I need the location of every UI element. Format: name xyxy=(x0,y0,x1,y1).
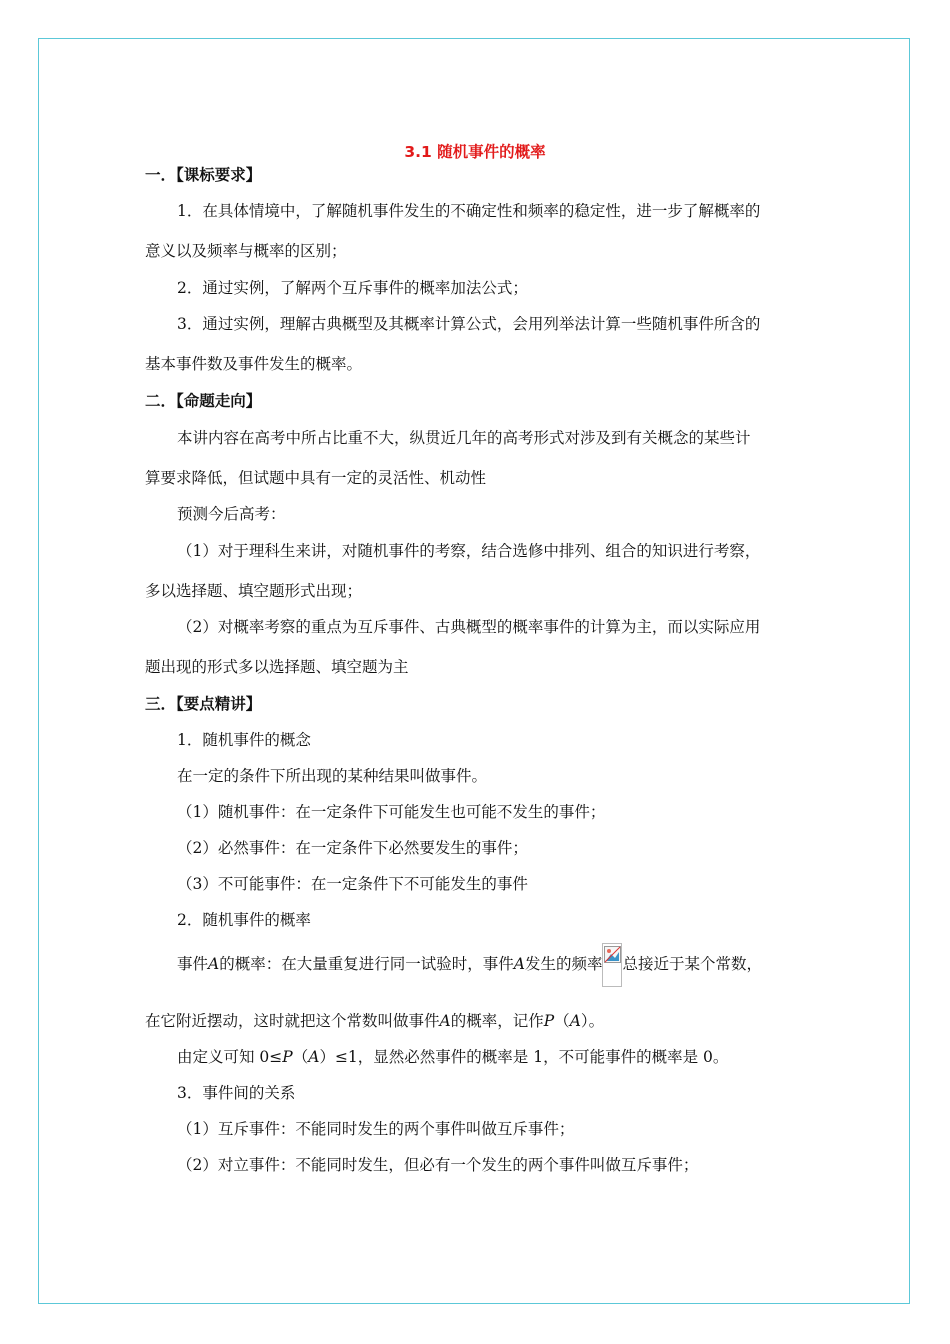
section-heading-3: 三．【要点精讲】 xyxy=(145,695,262,713)
variable-p: P xyxy=(543,1012,555,1030)
variable-p: P xyxy=(282,1048,293,1066)
subheading-1: 1．随机事件的概念 xyxy=(177,731,311,749)
subheading-2: 2．随机事件的概率 xyxy=(177,911,311,929)
paragraph-line: 本讲内容在高考中所占比重不大，纵贯近几年的高考形式对涉及到有关概念的某些计 xyxy=(177,429,751,447)
variable-a: A xyxy=(439,1012,451,1030)
document-title: 3.1 随机事件的概率 xyxy=(404,143,546,161)
text-span: ）≤1，显然必然事件的概率是 1，不可能事件的概率是 0。 xyxy=(319,1048,729,1066)
paragraph-line: （1）对于理科生来讲，对随机事件的考察，结合选修中排列、组合的知识进行考察， xyxy=(177,542,761,560)
variable-a: A xyxy=(569,1012,581,1030)
paragraph-line: 题出现的形式多以选择题、填空题为主 xyxy=(145,658,409,676)
list-item: （1）随机事件：在一定条件下可能发生也可能不发生的事件； xyxy=(177,803,606,821)
text-span: 总接近于某个常数， xyxy=(622,955,762,973)
definition-line-2 xyxy=(145,1010,604,1032)
image-placeholder-icon xyxy=(602,943,622,987)
paragraph-line: （2）对概率考察的重点为互斥事件、古典概型的概率事件的计算为主，而以实际应用 xyxy=(177,618,761,636)
text-span: （ xyxy=(554,1012,570,1030)
paragraph-line: 在一定的条件下所出现的某种结果叫做事件。 xyxy=(177,767,488,785)
paragraph-line: 2．通过实例，了解两个互斥事件的概率加法公式； xyxy=(177,279,528,297)
subheading-3: 3．事件间的关系 xyxy=(177,1084,296,1102)
list-item: （3）不可能事件：在一定条件下不可能发生的事件 xyxy=(177,875,528,893)
list-item: （1）互斥事件：不能同时发生的两个事件叫做互斥事件； xyxy=(177,1120,575,1138)
text-span: 的概率，记作 xyxy=(450,1012,544,1030)
text-span: 由定义可知 0≤ xyxy=(177,1048,283,1066)
list-item: （2）必然事件：在一定条件下必然要发生的事件； xyxy=(177,839,528,857)
paragraph-line: 预测今后高考： xyxy=(177,505,286,523)
text-span: 发生的频率 xyxy=(524,955,603,973)
paragraph-line: 1．在具体情境中，了解随机事件发生的不确定性和频率的稳定性，进一步了解概率的 xyxy=(177,202,761,220)
paragraph-line: 算要求降低，但试题中具有一定的灵活性、机动性 xyxy=(145,469,487,487)
text-span: 在它附近摆动，这时就把这个常数叫做事件 xyxy=(145,1012,440,1030)
text-span: （ xyxy=(292,1048,309,1066)
variable-a: A xyxy=(208,955,220,973)
definition-line-3 xyxy=(177,1046,728,1068)
text-span: 事件 xyxy=(177,955,209,973)
list-item: （2）对立事件：不能同时发生，但必有一个发生的两个事件叫做互斥事件； xyxy=(177,1156,699,1174)
text-span: 的概率：在大量重复进行同一试验时，事件 xyxy=(219,955,514,973)
section-heading-2: 二．【命题走向】 xyxy=(145,392,262,410)
paragraph-line: 3．通过实例，理解古典概型及其概率计算公式，会用列举法计算一些随机事件所含的 xyxy=(177,315,761,333)
paragraph-line: 多以选择题、填空题形式出现； xyxy=(145,582,363,600)
text-span: ）。 xyxy=(580,1012,605,1030)
definition-line xyxy=(177,953,762,987)
variable-a: A xyxy=(308,1048,320,1066)
variable-a: A xyxy=(513,955,525,973)
paragraph-line: 基本事件数及事件发生的概率。 xyxy=(145,355,363,373)
paragraph-line: 意义以及频率与概率的区别； xyxy=(145,242,347,260)
section-heading-1: 一．【课标要求】 xyxy=(145,166,262,184)
